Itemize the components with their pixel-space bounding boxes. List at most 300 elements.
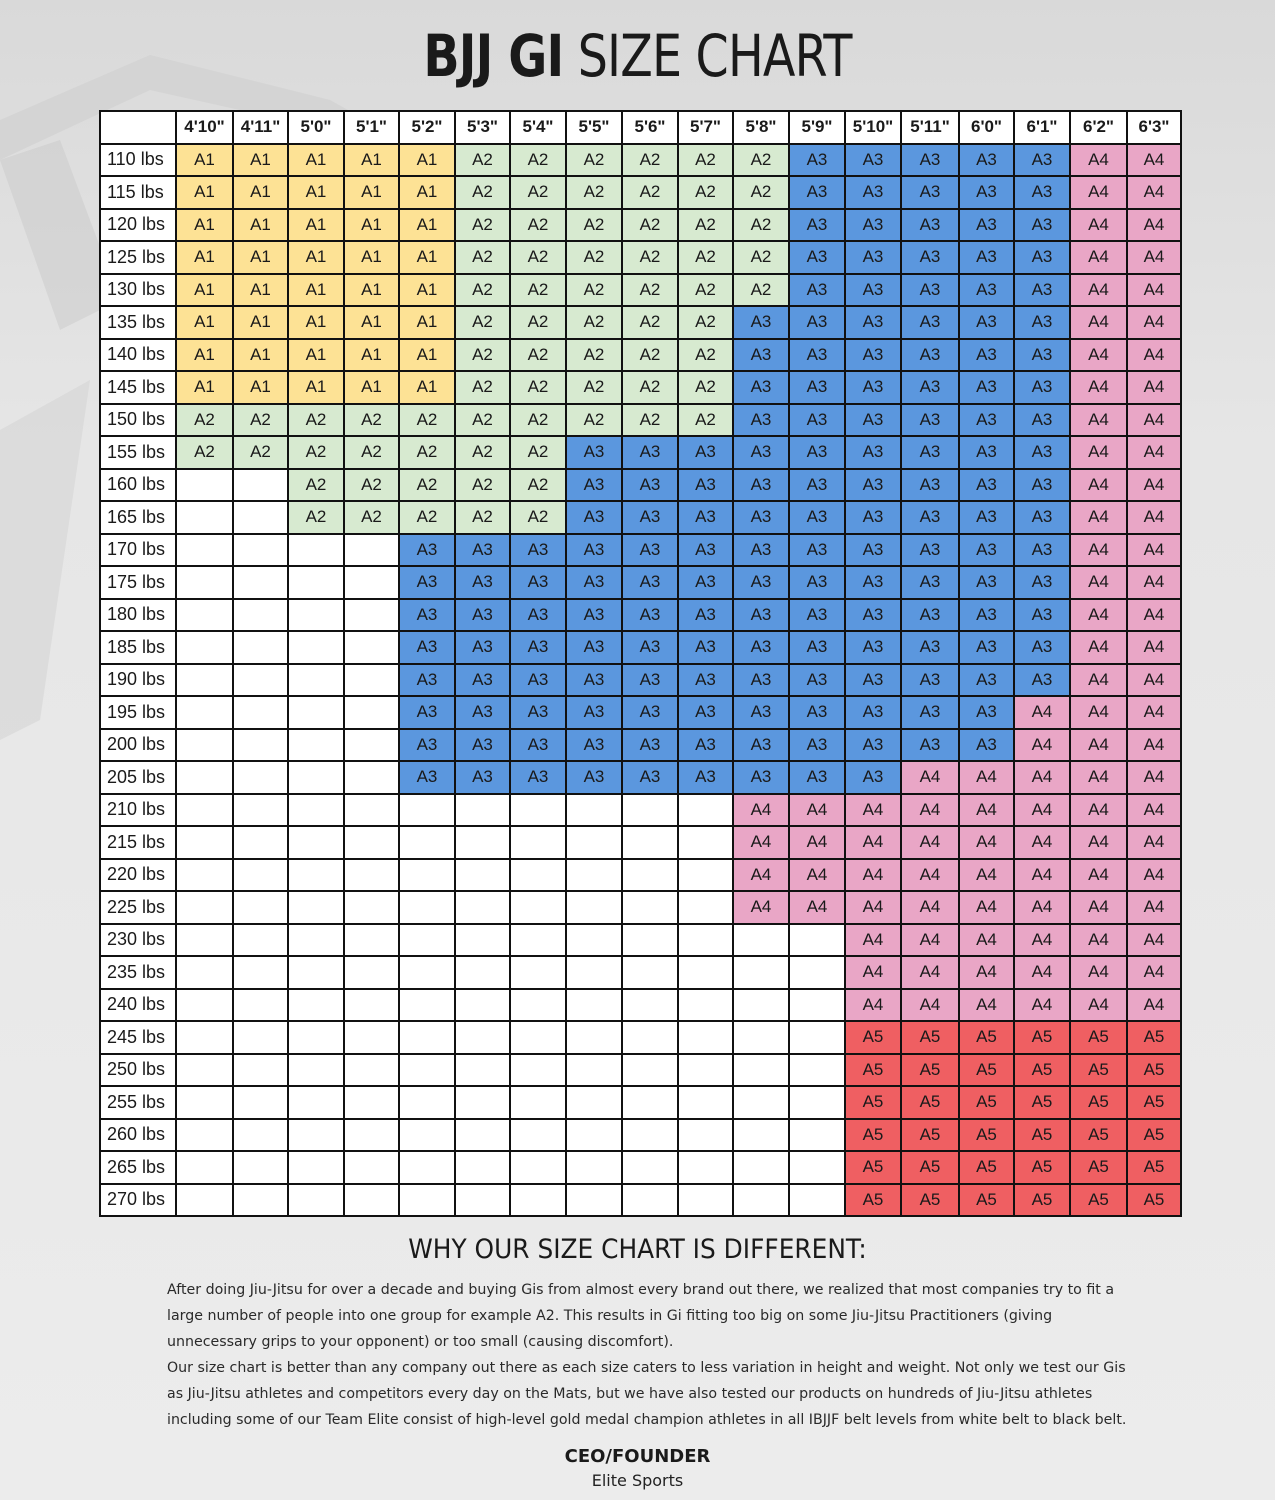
size-cell: A4: [1127, 631, 1181, 664]
empty-cell: [678, 1151, 733, 1184]
size-cell: A4: [1070, 924, 1127, 957]
size-cell: A1: [176, 209, 233, 242]
size-cell: A4: [1127, 436, 1181, 469]
size-cell: A3: [1014, 599, 1070, 632]
size-cell: A1: [344, 371, 399, 404]
size-cell: A1: [344, 209, 399, 242]
size-cell: A3: [622, 696, 678, 729]
size-cell: A3: [959, 696, 1014, 729]
size-cell: A2: [622, 144, 678, 177]
size-cell: A2: [344, 404, 399, 437]
weight-row-label: 200 lbs: [100, 729, 176, 762]
size-cell: A3: [566, 436, 622, 469]
weight-row-label: 180 lbs: [100, 599, 176, 632]
weight-row-label: 140 lbs: [100, 339, 176, 372]
title-bold: BJJ GI: [423, 22, 564, 90]
empty-cell: [789, 1119, 845, 1152]
size-cell: A4: [789, 891, 845, 924]
size-cell: A5: [959, 1151, 1014, 1184]
empty-cell: [176, 924, 233, 957]
size-cell: A1: [233, 176, 288, 209]
size-cell: A1: [176, 306, 233, 339]
weight-row: [100, 144, 1181, 177]
weight-row: [100, 599, 1181, 632]
size-cell: A3: [1014, 209, 1070, 242]
weight-row-label: 160 lbs: [100, 469, 176, 502]
size-cell: A3: [733, 631, 789, 664]
empty-cell: [233, 956, 288, 989]
weight-row: [100, 209, 1181, 242]
empty-cell: [288, 1119, 344, 1152]
title-normal: SIZE CHART: [577, 22, 852, 90]
empty-cell: [233, 794, 288, 827]
size-cell: A3: [901, 501, 959, 534]
empty-cell: [233, 1054, 288, 1087]
empty-cell: [344, 566, 399, 599]
empty-cell: [510, 794, 566, 827]
weight-row: [100, 761, 1181, 794]
size-cell: A5: [1014, 1184, 1070, 1217]
empty-cell: [176, 469, 233, 502]
size-cell: A4: [1070, 696, 1127, 729]
empty-cell: [678, 1021, 733, 1054]
size-cell: A2: [733, 209, 789, 242]
size-cell: A3: [399, 729, 455, 762]
size-cell: A4: [1127, 599, 1181, 632]
empty-cell: [510, 924, 566, 957]
size-cell: A3: [622, 566, 678, 599]
empty-cell: [733, 1086, 789, 1119]
size-cell: A3: [1014, 501, 1070, 534]
size-cell: A3: [399, 566, 455, 599]
size-cell: A3: [901, 534, 959, 567]
size-cell: A3: [789, 761, 845, 794]
size-cell: A2: [678, 339, 733, 372]
empty-cell: [233, 599, 288, 632]
empty-cell: [566, 859, 622, 892]
size-cell: A2: [622, 306, 678, 339]
size-cell: A3: [845, 534, 901, 567]
size-cell: A4: [1127, 761, 1181, 794]
empty-cell: [288, 989, 344, 1022]
empty-cell: [510, 989, 566, 1022]
size-cell: A5: [845, 1119, 901, 1152]
size-cell: A2: [510, 306, 566, 339]
empty-cell: [288, 956, 344, 989]
height-column-header: 6'2": [1070, 111, 1127, 144]
size-cell: A3: [845, 729, 901, 762]
empty-cell: [344, 1021, 399, 1054]
size-cell: A2: [455, 241, 510, 274]
size-cell: A1: [288, 241, 344, 274]
empty-cell: [455, 1086, 510, 1119]
weight-row: [100, 1054, 1181, 1087]
size-cell: A4: [1014, 891, 1070, 924]
size-cell: A3: [733, 599, 789, 632]
size-cell: A4: [1070, 176, 1127, 209]
size-cell: A2: [288, 469, 344, 502]
size-cell: A3: [733, 469, 789, 502]
size-cell: A3: [566, 566, 622, 599]
size-cell: A3: [789, 696, 845, 729]
size-cell: A4: [959, 794, 1014, 827]
size-cell: A3: [845, 274, 901, 307]
weight-row-label: 245 lbs: [100, 1021, 176, 1054]
size-cell: A4: [1127, 729, 1181, 762]
size-cell: A2: [510, 436, 566, 469]
empty-cell: [344, 1054, 399, 1087]
height-header-row: [100, 111, 1181, 144]
size-cell: A3: [1014, 176, 1070, 209]
size-cell: A3: [566, 631, 622, 664]
empty-cell: [733, 989, 789, 1022]
empty-cell: [288, 1151, 344, 1184]
size-cell: A3: [510, 599, 566, 632]
empty-cell: [233, 1184, 288, 1217]
size-cell: A3: [845, 176, 901, 209]
size-cell: A2: [510, 404, 566, 437]
size-cell: A4: [733, 859, 789, 892]
empty-cell: [455, 1021, 510, 1054]
size-cell: A4: [1127, 664, 1181, 697]
size-cell: A1: [233, 339, 288, 372]
size-cell: A4: [1070, 729, 1127, 762]
size-cell: A1: [233, 209, 288, 242]
size-cell: A4: [1014, 924, 1070, 957]
empty-cell: [176, 1086, 233, 1119]
size-cell: A2: [622, 209, 678, 242]
empty-cell: [455, 924, 510, 957]
size-cell: A2: [455, 209, 510, 242]
size-cell: A5: [1127, 1151, 1181, 1184]
weight-row-label: 155 lbs: [100, 436, 176, 469]
size-cell: A4: [901, 761, 959, 794]
size-cell: A2: [678, 209, 733, 242]
size-cell: A1: [288, 209, 344, 242]
empty-cell: [622, 1086, 678, 1119]
empty-cell: [176, 729, 233, 762]
empty-cell: [176, 599, 233, 632]
size-cell: A3: [789, 631, 845, 664]
size-cell: A4: [1070, 501, 1127, 534]
empty-cell: [233, 891, 288, 924]
empty-cell: [622, 859, 678, 892]
empty-cell: [455, 1184, 510, 1217]
size-cell: A3: [789, 306, 845, 339]
size-cell: A4: [1127, 794, 1181, 827]
size-cell: A1: [288, 306, 344, 339]
empty-cell: [622, 1184, 678, 1217]
size-cell: A3: [622, 501, 678, 534]
size-cell: A3: [845, 664, 901, 697]
empty-cell: [678, 794, 733, 827]
size-cell: A3: [901, 144, 959, 177]
weight-row-label: 260 lbs: [100, 1119, 176, 1152]
size-cell: A3: [959, 209, 1014, 242]
size-cell: A4: [959, 859, 1014, 892]
empty-cell: [176, 534, 233, 567]
empty-cell: [233, 631, 288, 664]
size-cell: A4: [959, 989, 1014, 1022]
empty-cell: [176, 501, 233, 534]
size-cell: A3: [845, 436, 901, 469]
empty-cell: [233, 761, 288, 794]
weight-row: [100, 924, 1181, 957]
size-cell: A3: [622, 631, 678, 664]
size-cell: A3: [789, 501, 845, 534]
size-cell: A1: [399, 274, 455, 307]
size-cell: A2: [455, 306, 510, 339]
size-cell: A3: [566, 696, 622, 729]
size-cell: A2: [566, 241, 622, 274]
size-cell: A2: [678, 241, 733, 274]
size-cell: A3: [510, 631, 566, 664]
empty-cell: [510, 1086, 566, 1119]
size-cell: A2: [622, 371, 678, 404]
empty-cell: [678, 859, 733, 892]
empty-cell: [566, 826, 622, 859]
size-cell: A3: [789, 209, 845, 242]
size-cell: A3: [959, 501, 1014, 534]
size-cell: A5: [1014, 1086, 1070, 1119]
size-cell: A3: [678, 761, 733, 794]
size-cell: A3: [845, 144, 901, 177]
empty-cell: [678, 1086, 733, 1119]
size-cell: A3: [1014, 566, 1070, 599]
empty-cell: [176, 1021, 233, 1054]
empty-cell: [678, 956, 733, 989]
size-cell: A3: [733, 696, 789, 729]
size-cell: A2: [233, 404, 288, 437]
size-cell: A4: [1014, 989, 1070, 1022]
empty-cell: [566, 1086, 622, 1119]
size-cell: A2: [455, 144, 510, 177]
empty-cell: [344, 631, 399, 664]
empty-cell: [455, 859, 510, 892]
size-cell: A3: [678, 436, 733, 469]
size-cell: A4: [1070, 469, 1127, 502]
size-cell: A3: [733, 729, 789, 762]
size-cell: A4: [901, 794, 959, 827]
size-cell: A4: [845, 956, 901, 989]
empty-cell: [566, 1119, 622, 1152]
size-cell: A2: [678, 371, 733, 404]
size-cell: A2: [678, 176, 733, 209]
size-cell: A3: [733, 664, 789, 697]
weight-row: [100, 794, 1181, 827]
size-cell: A1: [233, 306, 288, 339]
size-cell: A4: [1014, 956, 1070, 989]
empty-cell: [176, 1119, 233, 1152]
size-cell: A3: [901, 371, 959, 404]
empty-cell: [233, 826, 288, 859]
height-column-header: 5'10": [845, 111, 901, 144]
size-cell: A2: [510, 241, 566, 274]
size-cell: A2: [566, 404, 622, 437]
empty-cell: [176, 956, 233, 989]
size-cell: A3: [1014, 534, 1070, 567]
size-cell: A3: [399, 534, 455, 567]
size-cell: A4: [1127, 826, 1181, 859]
section-paragraph-2: Our size chart is better than any company out there as each size caters to less variation in height and weight. Not only we test our Gis as Jiu-Jitsu athletes and competitors every day on the Mats, but we have also tested our products on hundreds of Jiu-Jitsu athletes including some of our Team Elite consist of high-level gold medal champion athletes in all IBJJF belt levels from white belt to black belt.: [167, 1360, 1127, 1428]
empty-cell: [233, 859, 288, 892]
size-cell: A4: [845, 794, 901, 827]
size-cell: A3: [789, 339, 845, 372]
size-cell: A2: [455, 404, 510, 437]
size-cell: A2: [233, 436, 288, 469]
weight-row-label: 125 lbs: [100, 241, 176, 274]
size-cell: A3: [959, 371, 1014, 404]
size-cell: A3: [845, 241, 901, 274]
weight-row: [100, 241, 1181, 274]
size-cell: A5: [901, 1086, 959, 1119]
size-cell: A2: [344, 501, 399, 534]
weight-row-label: 270 lbs: [100, 1184, 176, 1217]
empty-cell: [176, 859, 233, 892]
size-cell: A3: [399, 761, 455, 794]
size-cell: A2: [455, 339, 510, 372]
size-cell: A5: [1127, 1184, 1181, 1217]
weight-row-label: 235 lbs: [100, 956, 176, 989]
size-cell: A5: [901, 1184, 959, 1217]
empty-cell: [176, 664, 233, 697]
size-cell: A5: [1127, 1054, 1181, 1087]
weight-row: [100, 1151, 1181, 1184]
size-cell: A3: [678, 664, 733, 697]
empty-cell: [288, 826, 344, 859]
empty-cell: [288, 566, 344, 599]
size-cell: A4: [1127, 989, 1181, 1022]
size-cell: A2: [733, 274, 789, 307]
weight-row: [100, 436, 1181, 469]
size-cell: A3: [1014, 469, 1070, 502]
empty-cell: [233, 566, 288, 599]
size-cell: A4: [1127, 859, 1181, 892]
size-cell: A4: [1127, 891, 1181, 924]
empty-cell: [399, 859, 455, 892]
size-cell: A3: [510, 696, 566, 729]
size-cell: A5: [845, 1054, 901, 1087]
size-cell: A5: [901, 1119, 959, 1152]
size-cell: A4: [1070, 404, 1127, 437]
empty-cell: [510, 1184, 566, 1217]
size-cell: A4: [1070, 144, 1127, 177]
empty-cell: [288, 1054, 344, 1087]
empty-cell: [288, 1086, 344, 1119]
size-cell: A4: [1070, 989, 1127, 1022]
size-cell: A5: [959, 1021, 1014, 1054]
empty-cell: [288, 631, 344, 664]
size-cell: A3: [901, 631, 959, 664]
size-cell: A2: [455, 371, 510, 404]
empty-cell: [399, 1151, 455, 1184]
weight-row: [100, 664, 1181, 697]
size-cell: A3: [678, 501, 733, 534]
size-cell: A3: [622, 664, 678, 697]
size-cell: A1: [176, 144, 233, 177]
empty-cell: [455, 1151, 510, 1184]
size-cell: A2: [733, 241, 789, 274]
size-cell: A3: [901, 404, 959, 437]
size-cell: A3: [622, 469, 678, 502]
size-cell: A4: [789, 794, 845, 827]
size-cell: A2: [678, 306, 733, 339]
empty-cell: [510, 1021, 566, 1054]
size-cell: A2: [510, 274, 566, 307]
weight-row-label: 170 lbs: [100, 534, 176, 567]
size-cell: A2: [678, 404, 733, 437]
empty-cell: [622, 826, 678, 859]
size-cell: A3: [959, 241, 1014, 274]
empty-cell: [288, 1184, 344, 1217]
empty-cell: [733, 924, 789, 957]
weight-row: [100, 989, 1181, 1022]
empty-cell: [344, 924, 399, 957]
size-cell: A4: [1070, 209, 1127, 242]
size-cell: A1: [399, 371, 455, 404]
size-cell: A2: [510, 209, 566, 242]
size-cell: A3: [845, 566, 901, 599]
size-cell: A3: [566, 469, 622, 502]
size-cell: A3: [901, 436, 959, 469]
size-cell: A5: [1070, 1086, 1127, 1119]
size-cell: A3: [845, 306, 901, 339]
size-cell: A3: [678, 534, 733, 567]
weight-row: [100, 274, 1181, 307]
height-column-header: 5'5": [566, 111, 622, 144]
size-cell: A2: [288, 436, 344, 469]
size-cell: A1: [288, 144, 344, 177]
empty-cell: [288, 664, 344, 697]
empty-cell: [678, 891, 733, 924]
size-cell: A2: [455, 274, 510, 307]
empty-cell: [733, 1119, 789, 1152]
size-cell: A4: [1070, 566, 1127, 599]
weight-row: [100, 566, 1181, 599]
size-cell: A3: [1014, 306, 1070, 339]
size-cell: A3: [678, 729, 733, 762]
corner-cell: [100, 111, 176, 144]
size-cell: A4: [1070, 631, 1127, 664]
weight-row: [100, 1021, 1181, 1054]
size-cell: A2: [566, 144, 622, 177]
empty-cell: [176, 989, 233, 1022]
size-cell: A4: [1070, 306, 1127, 339]
weight-row-label: 150 lbs: [100, 404, 176, 437]
weight-row: [100, 306, 1181, 339]
size-cell: A2: [510, 501, 566, 534]
size-cell: A3: [845, 404, 901, 437]
size-cell: A4: [1070, 761, 1127, 794]
weight-row-label: 185 lbs: [100, 631, 176, 664]
weight-row: [100, 891, 1181, 924]
empty-cell: [622, 924, 678, 957]
height-column-header: 5'6": [622, 111, 678, 144]
height-column-header: 5'11": [901, 111, 959, 144]
size-cell: A3: [566, 599, 622, 632]
size-cell: A3: [845, 469, 901, 502]
size-cell: A5: [845, 1086, 901, 1119]
size-cell: A3: [678, 696, 733, 729]
empty-cell: [622, 1119, 678, 1152]
size-cell: A1: [344, 144, 399, 177]
size-cell: A3: [455, 534, 510, 567]
size-cell: A4: [789, 859, 845, 892]
empty-cell: [344, 826, 399, 859]
size-cell: A3: [789, 371, 845, 404]
size-cell: A3: [789, 241, 845, 274]
size-cell: A3: [959, 144, 1014, 177]
